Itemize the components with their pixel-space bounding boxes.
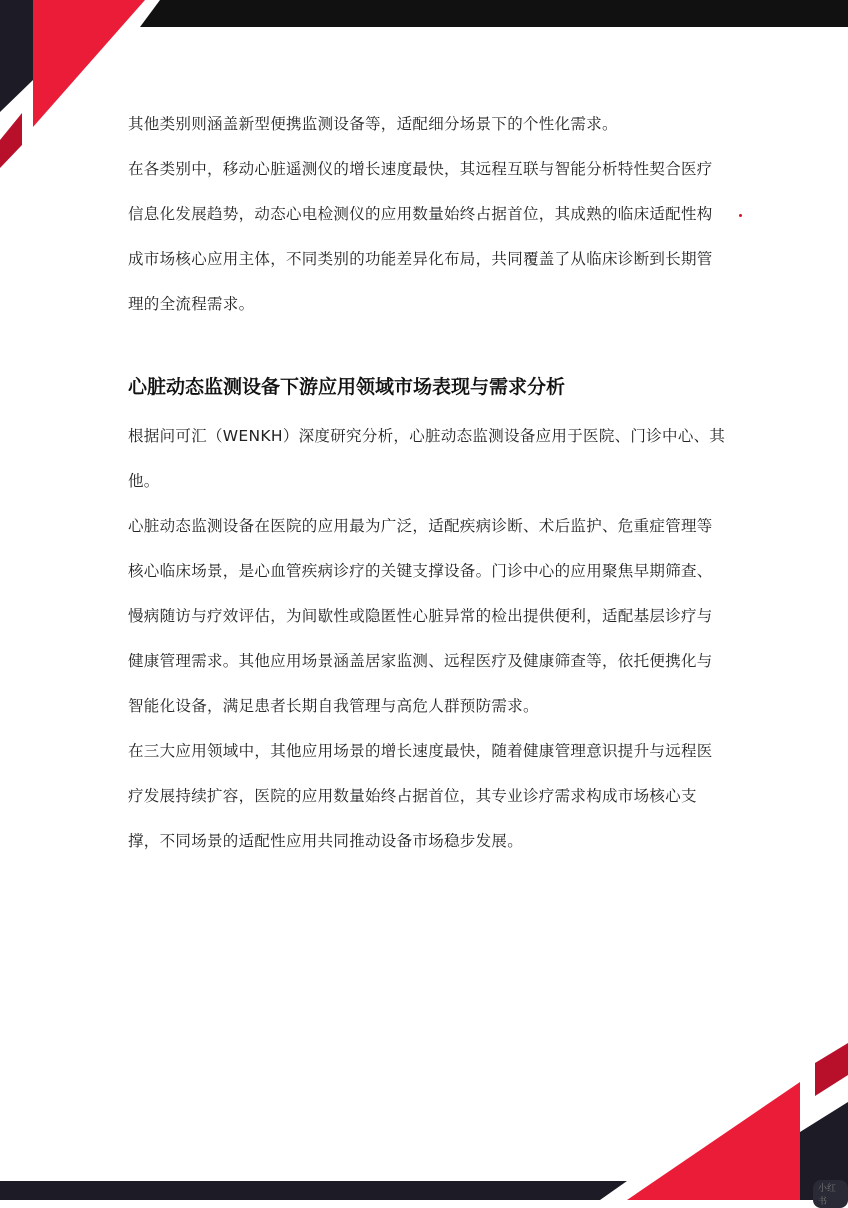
paragraph: 其他类别则涵盖新型便携监测设备等，适配细分场景下的个性化需求。: [128, 115, 618, 133]
section-title: 心脏动态监测设备下游应用领域市场表现与需求分析: [128, 376, 566, 398]
top-left-red-parallelogram: [0, 113, 22, 168]
bottom-dark-bar: [0, 1181, 627, 1200]
red-dot-mark: [739, 214, 742, 217]
bottom-right-red-parallelogram: [815, 1043, 848, 1096]
paragraph: 在三大应用领域中，其他应用场景的增长速度最快，随着健康管理意识提升与远程医疗发展持续扩容，医院的应用数量始终占据首位，其专业诊疗需求构成市场核心支撑，不同场景的适配性应用共同推动设备市场稳步发展。: [128, 742, 713, 850]
paragraph: 根据问可汇（WENKH）深度研究分析，心脏动态监测设备应用于医院、门诊中心、其他。: [128, 427, 726, 490]
paragraph: 心脏动态监测设备在医院的应用最为广泛，适配疾病诊断、术后监护、危重症管理等核心临床场景，是心血管疾病诊疗的关键支撑设备。门诊中心的应用聚焦早期筛查、慢病随访与疗效评估，为间歇性或隐匿性心脏异常的检出提供便利，适配基层诊疗与健康管理需求。其他应用场景涵盖居家监测、远程医疗及健康筛查等，依托便携化与智能化设备，满足患者长期自我管理与高危人群预防需求。: [128, 517, 713, 715]
paragraph: 在各类别中，移动心脏遥测仪的增长速度最快，其远程互联与智能分析特性契合医疗信息化发展趋势，动态心电检测仪的应用数量始终占据首位，其成熟的临床适配性构成市场核心应用主体，不同类别的功能差异化布局，共同覆盖了从临床诊断到长期管理的全流程需求。: [128, 160, 713, 313]
top-black-bar: [140, 0, 848, 27]
bottom-right-red-triangle: [627, 1082, 800, 1200]
top-left-dark-shape: [0, 0, 33, 112]
watermark-logo: 小红书: [813, 1180, 848, 1208]
